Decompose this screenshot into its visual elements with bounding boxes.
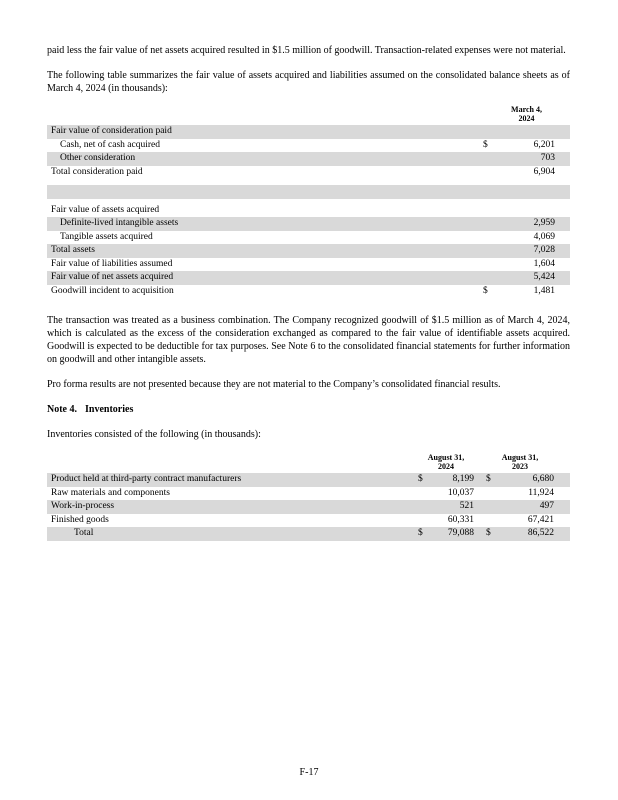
table-header-row xyxy=(47,105,570,125)
currency-symbol: $ xyxy=(483,139,488,150)
column-header-line1: March 4, xyxy=(511,105,542,114)
page-content xyxy=(47,44,570,541)
row-value: 1,604 xyxy=(533,258,555,269)
row-label: Cash, net of cash acquired xyxy=(60,139,160,150)
inventory-table xyxy=(47,453,570,541)
row-label: Product held at third-party contract manufacturers xyxy=(51,474,242,484)
row-value-2024: 60,331 xyxy=(447,514,474,525)
table-row xyxy=(47,258,570,272)
row-label: Tangible assets acquired xyxy=(60,231,153,242)
row-value: 6,201 xyxy=(533,139,555,150)
row-label: Goodwill incident to acquisition xyxy=(51,285,174,296)
table-row xyxy=(47,271,570,285)
currency-symbol-2024: $ xyxy=(418,474,423,484)
currency-symbol-2023: $ xyxy=(486,474,491,484)
row-label: Finished goods xyxy=(51,514,109,525)
row-value-2023: 86,522 xyxy=(527,528,554,538)
row-label: Definite-lived intangible assets xyxy=(60,218,179,228)
paragraph-pro-forma: Pro forma results are not presented because they are not material to the Company’s consolidated financial results. xyxy=(47,379,501,390)
row-value: 703 xyxy=(540,153,555,163)
table-row xyxy=(47,285,570,299)
table-row xyxy=(47,500,570,514)
row-label: Fair value of net assets acquired xyxy=(51,272,174,282)
row-value-2023: 11,924 xyxy=(528,487,554,498)
column-header-august-31-2023 xyxy=(486,453,554,471)
row-value-2024: 8,199 xyxy=(452,474,474,484)
table-row xyxy=(47,473,570,487)
note-number: Note 4. xyxy=(47,404,77,415)
table-header-row xyxy=(47,453,570,473)
paragraph-table-intro: The following table summarizes the fair value of assets acquired and liabilities assumed on the consolidated balance sheets as of March 4, 2024 (in thousands): xyxy=(47,70,570,94)
acquisition-fair-value-table xyxy=(47,105,570,298)
row-value: 5,424 xyxy=(533,272,555,282)
row-value-2023: 6,680 xyxy=(532,474,554,484)
table-row xyxy=(47,125,570,139)
row-value-2023: 67,421 xyxy=(527,514,554,525)
column-header-line2: 2024 xyxy=(438,462,454,471)
row-label: Fair value of liabilities assumed xyxy=(51,258,173,269)
currency-symbol-2024: $ xyxy=(418,528,423,538)
paragraph-goodwill-continuation: paid less the fair value of net assets acquired resulted in $1.5 million of goodwill. Transaction-related expenses were not material. xyxy=(47,45,566,56)
currency-symbol-2023: $ xyxy=(486,528,491,538)
column-header-august-31-2024 xyxy=(418,453,474,471)
row-label: Work-in-process xyxy=(51,501,115,511)
table-row xyxy=(47,217,570,231)
page-number: F-17 xyxy=(299,767,319,778)
column-header-line1: August 31, xyxy=(427,453,465,462)
table-row xyxy=(47,139,570,153)
row-label: Raw materials and components xyxy=(51,487,170,498)
row-value: 6,904 xyxy=(533,166,555,177)
row-label: Total assets xyxy=(51,245,95,255)
note-title: Inventories xyxy=(85,404,134,415)
row-label: Other consideration xyxy=(60,153,136,163)
row-label: Fair value of consideration paid xyxy=(51,126,172,136)
row-value-2024: 79,088 xyxy=(447,528,474,538)
row-value-2024: 10,037 xyxy=(447,487,474,498)
table-row xyxy=(47,152,570,166)
row-label: Fair value of assets acquired xyxy=(51,204,160,215)
table-spacer-row xyxy=(47,185,570,199)
row-value: 4,069 xyxy=(533,231,555,242)
column-header-line2: 2023 xyxy=(512,462,528,471)
row-label: Total xyxy=(74,528,94,538)
paragraph-business-combination: The transaction was treated as a business combination. The Company recognized goodwill of $1.5 million as of March 4, 2024, which is calculated as the excess of the consideration exchanged as compared to the fair value of identifiable assets acquired. Goodwill is expected to be deductible for tax purposes. See Note 6 to the consolidated financial statements for further information on goodwill and other intangible assets. xyxy=(47,315,570,365)
row-label: Total consideration paid xyxy=(51,166,143,177)
table-row-total xyxy=(47,527,570,541)
table-row xyxy=(47,244,570,258)
currency-symbol: $ xyxy=(483,285,488,296)
table-row xyxy=(47,166,570,180)
column-header-line1: August 31, xyxy=(501,453,539,462)
column-header-line2: 2024 xyxy=(518,114,535,123)
row-value: 1,481 xyxy=(533,285,555,296)
table-row xyxy=(47,204,570,218)
row-value: 7,028 xyxy=(533,245,555,255)
table-row xyxy=(47,514,570,528)
table-row xyxy=(47,487,570,501)
paragraph-inventories-intro: Inventories consisted of the following (in thousands): xyxy=(47,429,261,440)
column-header-march-4-2024 xyxy=(483,105,570,123)
row-value-2024: 521 xyxy=(459,501,474,511)
table-row xyxy=(47,231,570,245)
row-value-2023: 497 xyxy=(539,501,554,511)
row-value: 2,959 xyxy=(533,218,555,228)
note-4-heading xyxy=(47,403,570,416)
